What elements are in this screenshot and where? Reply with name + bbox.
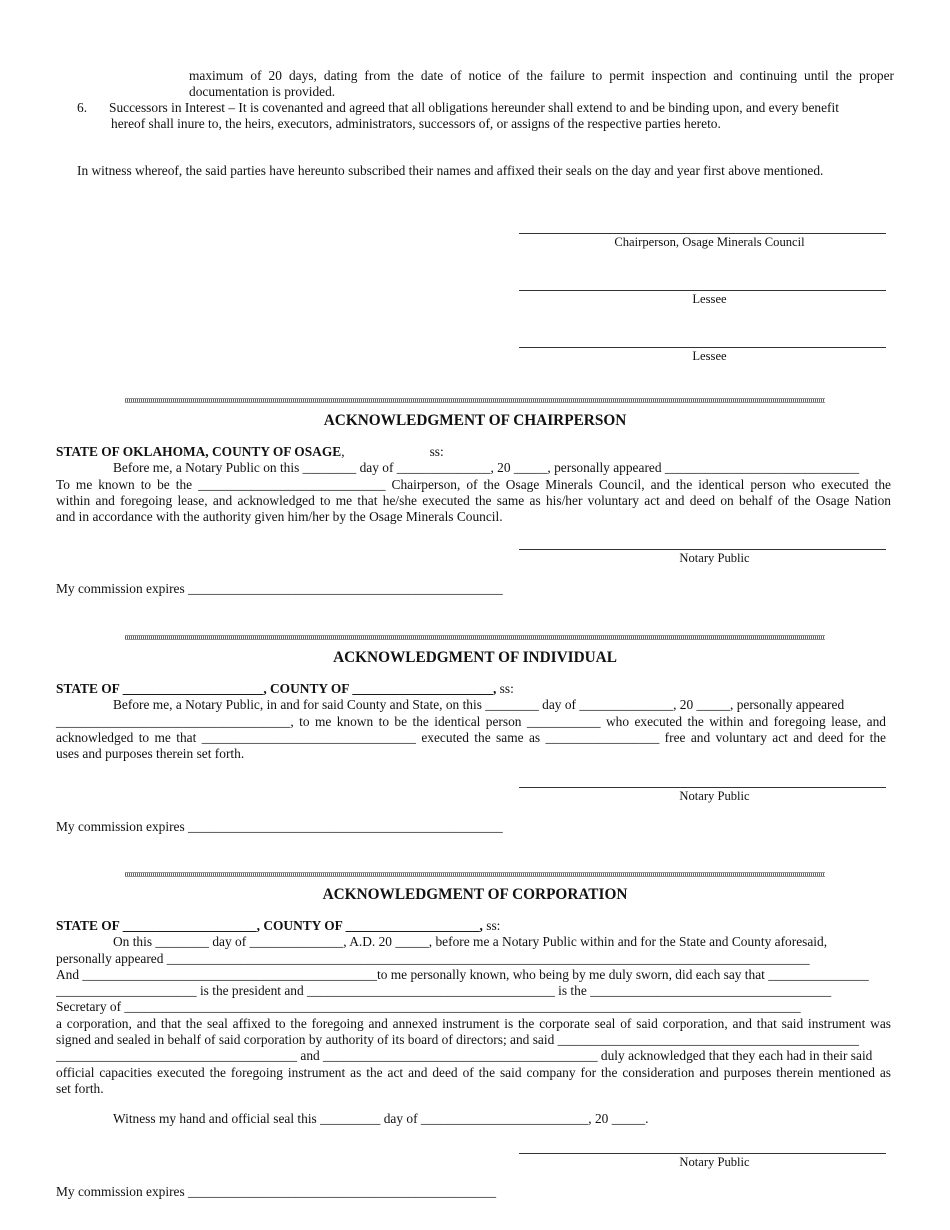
item-6-line-2: hereof shall inure to, the heirs, executors, administrators, successors of, or assigns of the respective parties hereto. <box>111 116 721 132</box>
corporation-ack-text-1: On this ________ day of ______________, A.D. 20 _____, before me a Notary Public within and for the State and County aforesaid, <box>113 934 828 950</box>
section-divider <box>125 635 825 640</box>
individual-ack-line-2: ___________________________________, to me known to be the identical person ___________ who executed the within and foregoing lease, and <box>56 713 886 729</box>
corporation-ack-line-10: set forth. <box>56 1080 104 1096</box>
chairperson-ack-line-2: To me known to be the ____________________________ Chairperson, of the Osage Minerals Council, and the identical person who executed the <box>56 476 891 492</box>
corporation-witness-line <box>56 1111 649 1127</box>
state-comma: , <box>341 444 345 459</box>
individual-notary-signature-line[interactable] <box>519 787 886 788</box>
item-6 <box>77 100 877 133</box>
corporation-ack-line-5: Secretary of _____________________________________________________________________________________________________ <box>56 999 801 1015</box>
corporation-witness-text: Witness my hand and official seal this _________ day of _________________________, 20 _____. <box>113 1111 649 1126</box>
state-county-label: STATE OF _____________________, COUNTY OF _____________________, <box>56 681 497 696</box>
witness-clause: In witness whereof, the said parties have hereunto subscribed their names and affixed their seals on the day and year first above mentioned. <box>77 163 824 178</box>
chairperson-ack-line-3: within and foregoing lease, and acknowledged to me that he/she executed the same as his/her voluntary act and deed on behalf of the Osage Nation <box>56 492 891 508</box>
chairperson-notary-signature-line[interactable] <box>519 549 886 550</box>
corporation-notary-signature-line[interactable] <box>519 1153 886 1154</box>
continued-line-2: documentation is provided. <box>189 84 336 100</box>
individual-ack-line-3: acknowledged to me that ________________________________ executed the same as _________________ free and voluntary act and deed for the <box>56 729 886 745</box>
state-county-label: STATE OF OKLAHOMA, COUNTY OF OSAGE <box>56 444 342 459</box>
continued-paragraph <box>189 68 894 101</box>
individual-ack-heading: ACKNOWLEDGMENT OF INDIVIDUAL <box>333 649 617 666</box>
section-divider <box>125 398 825 403</box>
corporation-ack-line-2: personally appeared ________________________________________________________________________________________________ <box>56 950 810 966</box>
individual-ack-body <box>56 681 886 762</box>
chairperson-ack-text-1: Before me, a Notary Public on this ________ day of ______________, 20 _____, personally appeared _____________________________ <box>113 460 860 476</box>
chairperson-ack-line-4: and in accordance with the authority given him/her by the Osage Minerals Council. <box>56 509 503 525</box>
continued-line-1: maximum of 20 days, dating from the date of notice of the failure to permit inspection and continuing until the proper <box>189 68 894 83</box>
lessee-1-signature-label: Lessee <box>692 292 727 306</box>
corporation-ack-line-3: And ____________________________________________to me personally known, who being by me duly sworn, did each say that _______________ <box>56 966 869 982</box>
chairperson-ack-heading: ACKNOWLEDGMENT OF CHAIRPERSON <box>323 412 627 429</box>
chairperson-signature-line[interactable] <box>519 233 886 234</box>
lessee-1-signature-line[interactable] <box>519 290 886 291</box>
chairperson-state-line <box>56 444 891 460</box>
section-divider <box>125 872 825 877</box>
lessee-2-signature-line[interactable] <box>519 347 886 348</box>
corporation-ack-heading: ACKNOWLEDGMENT OF CORPORATION <box>322 886 628 903</box>
ss-label: ss: <box>496 681 514 696</box>
chairperson-notary-label: Notary Public <box>679 551 750 565</box>
corporation-state-line <box>56 918 891 934</box>
corporation-ack-line-9: official capacities executed the foregoing instrument as the act and deed of the said company for the consideration and purposes therein mentioned as <box>56 1064 891 1080</box>
state-county-label: STATE OF ____________________, COUNTY OF ____________________, <box>56 918 483 933</box>
corporation-ack-line-4: _____________________ is the president and _____________________________________ is the ____________________________________ <box>56 983 832 999</box>
item-6-line-1: Successors in Interest – It is covenanted and agreed that all obligations hereunder shall extend to and be binding upon, and every benefit <box>109 100 839 115</box>
chairperson-ack-line-1 <box>56 460 891 476</box>
individual-ack-line-4: uses and purposes therein set forth. <box>56 746 245 762</box>
lessee-2-signature-label: Lessee <box>692 349 727 363</box>
chairperson-commission-expires: My commission expires _______________________________________________ <box>56 581 503 596</box>
chairperson-signature-label: Chairperson, Osage Minerals Council <box>614 235 805 249</box>
corporation-commission-expires: My commission expires ______________________________________________ <box>56 1184 497 1199</box>
individual-notary-label: Notary Public <box>679 789 750 803</box>
individual-state-line <box>56 681 886 697</box>
corporation-notary-label: Notary Public <box>679 1155 750 1169</box>
corporation-ack-line-1 <box>56 934 891 950</box>
individual-commission-expires: My commission expires _______________________________________________ <box>56 819 503 834</box>
individual-ack-text-1: Before me, a Notary Public, in and for said County and State, on this ________ day of ______________, 20 _____, personally appeared <box>113 697 845 713</box>
corporation-ack-line-6: a corporation, and that the seal affixed to the foregoing and annexed instrument is the corporate seal of said corporation, and that said instrument was <box>56 1015 891 1031</box>
individual-ack-line-1 <box>56 697 886 713</box>
ss-label: ss: <box>429 444 444 459</box>
item-6-number: 6. <box>77 100 88 115</box>
corporation-ack-body <box>56 918 891 1097</box>
ss-label: ss: <box>482 918 501 933</box>
chairperson-ack-body <box>56 444 891 525</box>
corporation-ack-line-8: ____________________________________ and _________________________________________ duly acknowledged that they each had in their said <box>56 1048 873 1064</box>
corporation-ack-line-7: signed and sealed in behalf of said corporation by authority of its board of directors; and said _____________________________________________ <box>56 1032 859 1048</box>
